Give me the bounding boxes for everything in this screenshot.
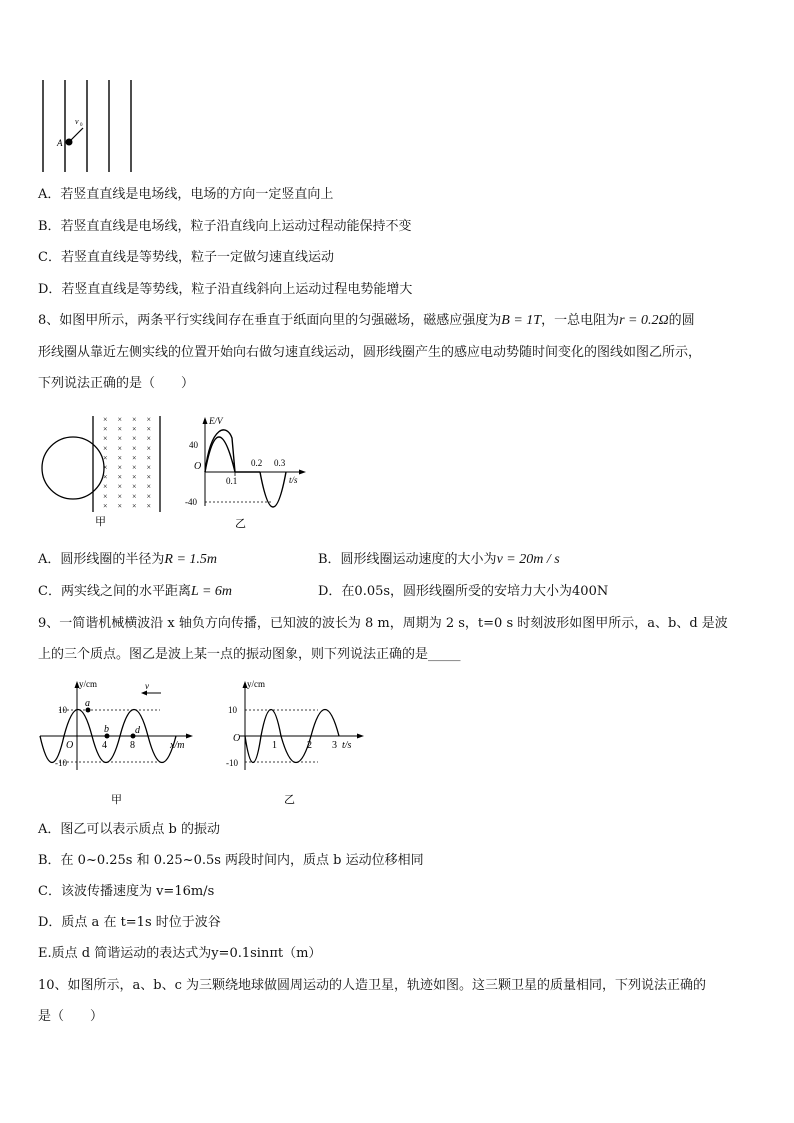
field-cross: × [103, 443, 108, 453]
q9-vibration-graph [228, 675, 368, 807]
q9-option-d: D．质点 a 在 t=1s 时位于波谷 [38, 915, 221, 930]
field-cross: × [146, 501, 152, 511]
field-cross: × [146, 443, 152, 453]
t-label: t/s [289, 475, 298, 485]
field-cross: × [146, 434, 152, 444]
caption-yi: 乙 [235, 518, 246, 530]
origin-label: O [194, 461, 202, 472]
field-cross: × [132, 463, 137, 472]
tick-minus-10: -10 [226, 758, 238, 768]
q9-stem-line-2: 上的三个质点。图乙是波上某一点的振动图象，则下列说法正确的是_____ [38, 647, 461, 662]
tick-0-1: 0.1 [226, 476, 238, 486]
q8-stem-line-1: 8、如图甲所示，两条平行实线间存在垂直于纸面向里的匀强磁场，磁感应强度为B = 1T，一总电阻为r = 0.2Ω的圆 [38, 313, 695, 328]
field-cross: × [117, 443, 123, 453]
tick-0-3: 0.3 [274, 458, 286, 468]
field-cross: × [103, 501, 108, 511]
origin: O [233, 733, 241, 744]
field-cross: × [132, 415, 137, 424]
y-label: y/cm [247, 679, 265, 689]
field-cross: × [146, 491, 152, 501]
q8-option-a: A．圆形线圈的半径为R = 1.5m [38, 552, 217, 567]
field-cross: × [132, 434, 137, 444]
tick-10: 10 [58, 705, 67, 715]
q7-option-b: B．若竖直直线是电场线，粒子沿直线向上运动过程动能保持不变 [38, 219, 412, 234]
q8-option-b: B．圆形线圈运动速度的大小为v = 20m / s [318, 552, 560, 567]
tick-40: 40 [189, 440, 198, 450]
label-a: A [57, 138, 63, 148]
field-cross: × [132, 424, 137, 434]
tick-3: 3 [332, 740, 337, 751]
field-cross: × [132, 482, 137, 492]
field-cross: × [117, 424, 123, 434]
q9-wave-graph [35, 675, 200, 807]
field-cross: × [117, 472, 123, 482]
field-cross: × [103, 463, 108, 472]
field-cross: × [146, 415, 152, 424]
field-cross: × [103, 424, 108, 434]
field-cross: × [132, 472, 137, 482]
field-cross: × [117, 501, 123, 511]
field-cross: × [132, 443, 137, 453]
field-cross: × [132, 501, 137, 511]
tick-8: 8 [130, 740, 135, 751]
tick-10: 10 [228, 705, 237, 715]
y-label: y/cm [79, 679, 97, 689]
v-label: v [145, 681, 149, 691]
field-cross: × [146, 453, 152, 463]
field-cross: × [117, 463, 123, 472]
field-cross: × [146, 482, 152, 492]
caption-jia: 甲 [95, 516, 106, 528]
q10-stem-line-1: 10、如图所示，a、b、c 为三颗绕地球做圆周运动的人造卫星，轨迹如图。这三颗卫星的质量相同，下列说法正确的 [38, 978, 707, 993]
label-a: a [85, 698, 90, 709]
q10-stem-line-2: 是（ ） [38, 1009, 104, 1024]
q8-emf-graph [185, 414, 310, 534]
q7-option-c: C．若竖直直线是等势线，粒子一定做匀速直线运动 [38, 250, 334, 265]
velocity-arrow [69, 128, 83, 142]
caption-jia: 甲 [111, 794, 122, 806]
field-cross: × [103, 491, 108, 501]
field-cross: × [117, 434, 123, 444]
field-cross: × [117, 491, 123, 501]
tick-minus-10: -10 [55, 758, 67, 768]
q9-option-a: A．图乙可以表示质点 b 的振动 [38, 822, 220, 837]
field-cross: × [117, 415, 123, 424]
t-label: t/s [342, 740, 352, 751]
q8-stem-line-2: 形线圈从靠近左侧实线的位置开始向右做匀速直线运动，圆形线圈产生的感应电动势随时间变化的图线如图乙所示， [38, 345, 702, 360]
q8-figure-jia [40, 412, 175, 530]
q8-option-c: C．两实线之间的水平距离L = 6m [38, 584, 233, 599]
tick-1: 1 [272, 740, 277, 751]
q9-option-e: E.质点 d 简谐运动的表达式为y=0.1sinπt（m） [38, 946, 322, 961]
field-cross: × [117, 453, 123, 463]
origin: O [66, 740, 74, 751]
negative-half-curve [260, 472, 286, 507]
label-b: b [104, 724, 109, 735]
label-v0: v [75, 117, 79, 126]
e-label: E/V [209, 416, 223, 426]
q7-option-d: D．若竖直直线是等势线，粒子沿直线斜向上运动过程电势能增大 [38, 282, 413, 297]
field-cross: × [146, 472, 152, 482]
q9-option-b: B．在 0~0.25s 和 0.25~0.5s 两段时间内，质点 b 运动位移相同 [38, 853, 424, 868]
q7-field-lines-figure [36, 78, 146, 176]
field-cross: × [103, 453, 108, 463]
field-cross: × [103, 434, 108, 444]
caption-yi: 乙 [284, 794, 295, 806]
field-cross: × [103, 415, 108, 424]
field-cross: × [132, 491, 137, 501]
coil-circle [42, 437, 104, 499]
field-cross: × [103, 472, 108, 482]
field-cross: × [146, 424, 152, 434]
field-cross: × [132, 453, 137, 463]
q9-stem-line-1: 9、一简谐机械横波沿 x 轴负方向传播，已知波的波长为 8 m，周期为 2 s，t=0 s 时刻波形如图甲所示，a、b、d 是波 [38, 616, 728, 631]
x-label: x/m [170, 740, 185, 751]
tick-minus-40: -40 [185, 497, 197, 507]
q8-stem-line-3: 下列说法正确的是（ ） [38, 376, 195, 391]
tick-2: 2 [307, 740, 312, 751]
label-v0-sub: 0 [80, 123, 83, 128]
q8-option-d: D．在0.05s，圆形线圈所受的安培力大小为400N [318, 584, 609, 599]
tick-4: 4 [102, 740, 107, 751]
q9-option-c: C．该波传播速度为 v=16m/s [38, 884, 215, 899]
field-cross: × [117, 482, 123, 492]
tick-0-2: 0.2 [251, 458, 263, 468]
label-d: d [135, 725, 140, 736]
magnetic-field-crosses [103, 415, 151, 510]
field-cross: × [103, 482, 108, 492]
q7-option-a: A．若竖直直线是电场线，电场的方向一定竖直向上 [38, 187, 334, 202]
field-cross: × [146, 463, 152, 472]
